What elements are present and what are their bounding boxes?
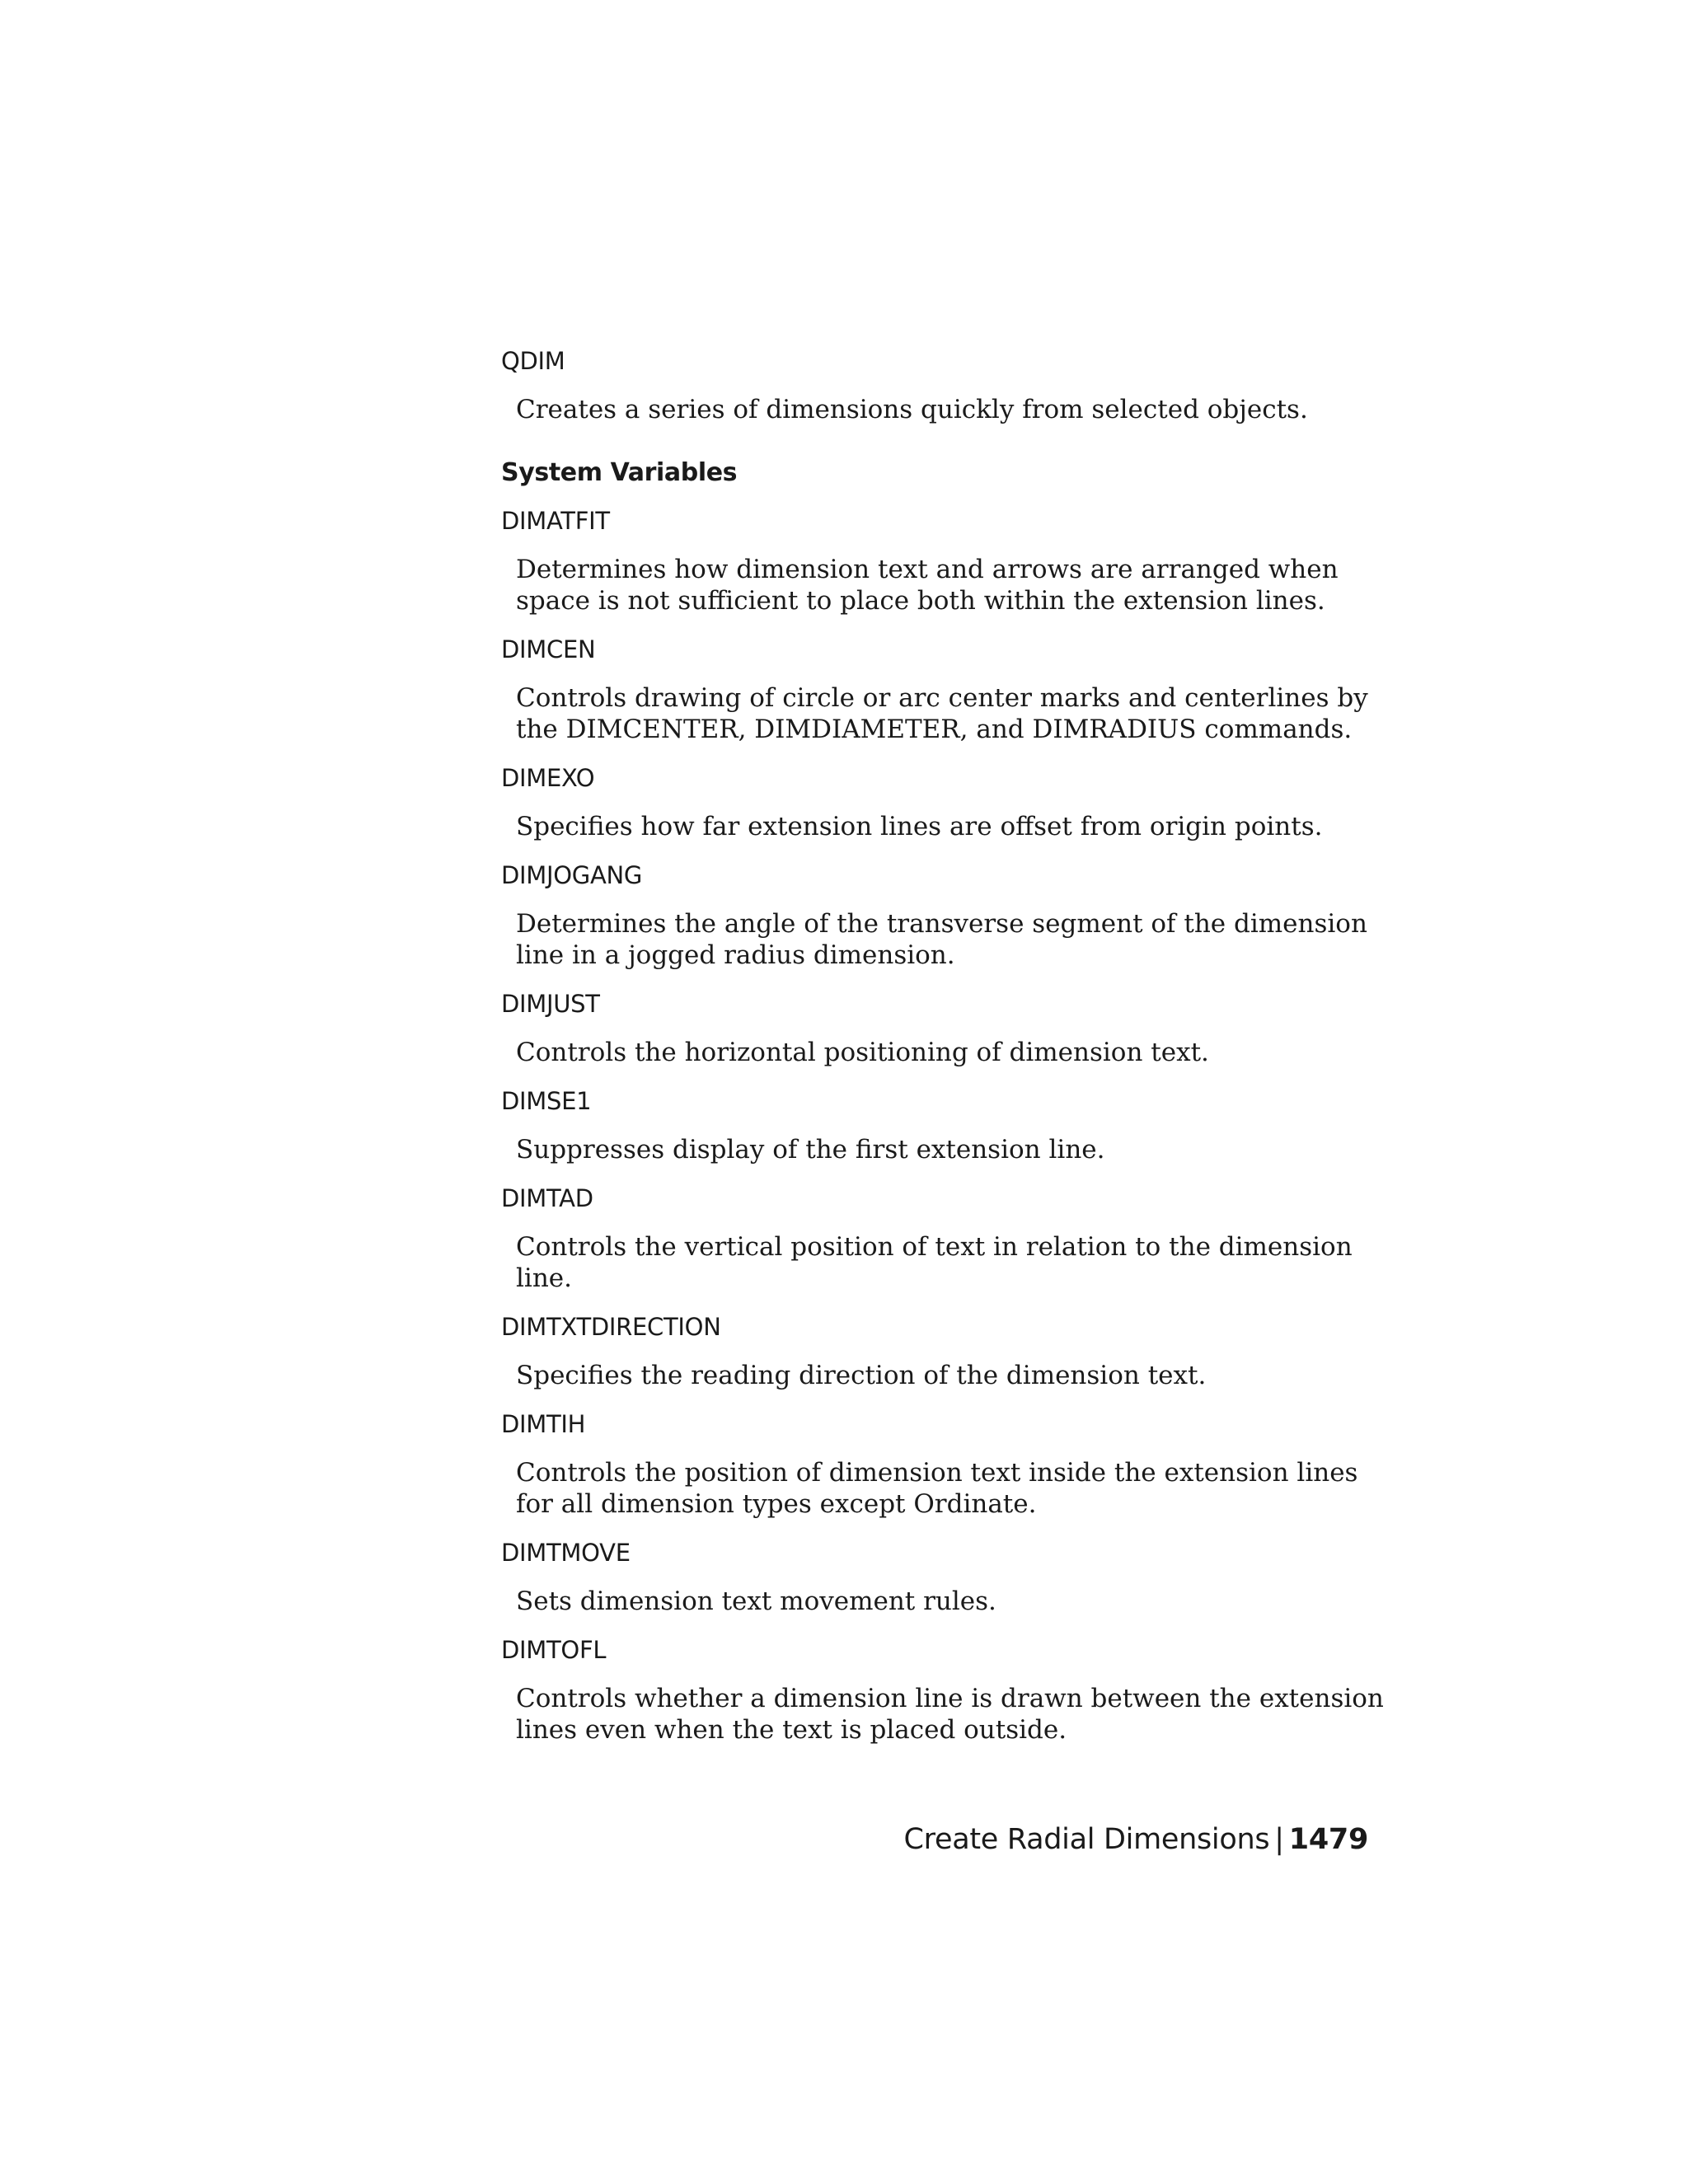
sysvar-term: DIMJOGANG xyxy=(501,861,643,889)
page-content xyxy=(501,346,1391,1764)
section-heading: System Variables xyxy=(501,458,738,487)
sysvar-term: DIMEXO xyxy=(501,764,595,792)
sysvar-entry xyxy=(501,1086,1391,1165)
sysvar-entry xyxy=(501,1312,1391,1391)
footer-section-title: Create Radial Dimensions xyxy=(903,1823,1270,1856)
sysvar-entry xyxy=(501,1635,1391,1746)
sysvar-description: Controls whether a dimension line is drawn between the extension lines even when the text is placed outside. xyxy=(516,1684,1384,1745)
sysvar-entry xyxy=(501,763,1391,842)
sysvar-description: Specifies the reading direction of the dimension text. xyxy=(516,1361,1207,1390)
page-number: 1479 xyxy=(1288,1823,1368,1856)
sysvar-description: Sets dimension text movement rules. xyxy=(516,1586,996,1616)
sysvar-entry xyxy=(501,860,1391,971)
command-term: QDIM xyxy=(501,347,565,375)
sysvar-term: DIMCEN xyxy=(501,635,596,663)
sysvar-term: DIMJUST xyxy=(501,990,600,1018)
sysvar-description: Suppresses display of the first extension line. xyxy=(516,1135,1105,1165)
sysvar-description: Determines how dimension text and arrows are arranged when space is not sufficient to place both within the extension lines. xyxy=(516,555,1339,616)
sysvar-entry xyxy=(501,1183,1391,1294)
sysvar-description: Determines the angle of the transverse segment of the dimension line in a jogged radius dimension. xyxy=(516,909,1367,970)
sysvar-term: DIMTIH xyxy=(501,1410,586,1438)
footer-separator: | xyxy=(1274,1823,1284,1856)
sysvar-description: Controls drawing of circle or arc center marks and centerlines by the DIMCENTER, DIMDIAMETER, and DIMRADIUS commands. xyxy=(516,683,1368,744)
sysvar-term: DIMTAD xyxy=(501,1184,593,1212)
command-description: Creates a series of dimensions quickly from selected objects. xyxy=(516,395,1308,424)
sysvar-entry xyxy=(501,1538,1391,1617)
page-footer xyxy=(904,1821,1368,1858)
sysvar-term: DIMTMOVE xyxy=(501,1539,631,1567)
sysvar-term: DIMTXTDIRECTION xyxy=(501,1313,721,1341)
sysvar-entry xyxy=(501,1409,1391,1520)
sysvar-description: Controls the position of dimension text inside the extension lines for all dimension types except Ordinate. xyxy=(516,1458,1358,1519)
sysvar-description: Controls the vertical position of text in relation to the dimension line. xyxy=(516,1232,1353,1293)
command-entry xyxy=(501,346,1391,425)
sysvar-entry xyxy=(501,989,1391,1068)
sysvar-entry xyxy=(501,506,1391,616)
sysvar-description: Controls the horizontal positioning of dimension text. xyxy=(516,1038,1209,1067)
sysvar-entry xyxy=(501,635,1391,745)
sysvar-term: DIMSE1 xyxy=(501,1087,592,1115)
sysvar-term: DIMATFIT xyxy=(501,507,610,535)
sysvar-description: Specifies how far extension lines are offset from origin points. xyxy=(516,812,1323,841)
sysvar-term: DIMTOFL xyxy=(501,1636,607,1664)
